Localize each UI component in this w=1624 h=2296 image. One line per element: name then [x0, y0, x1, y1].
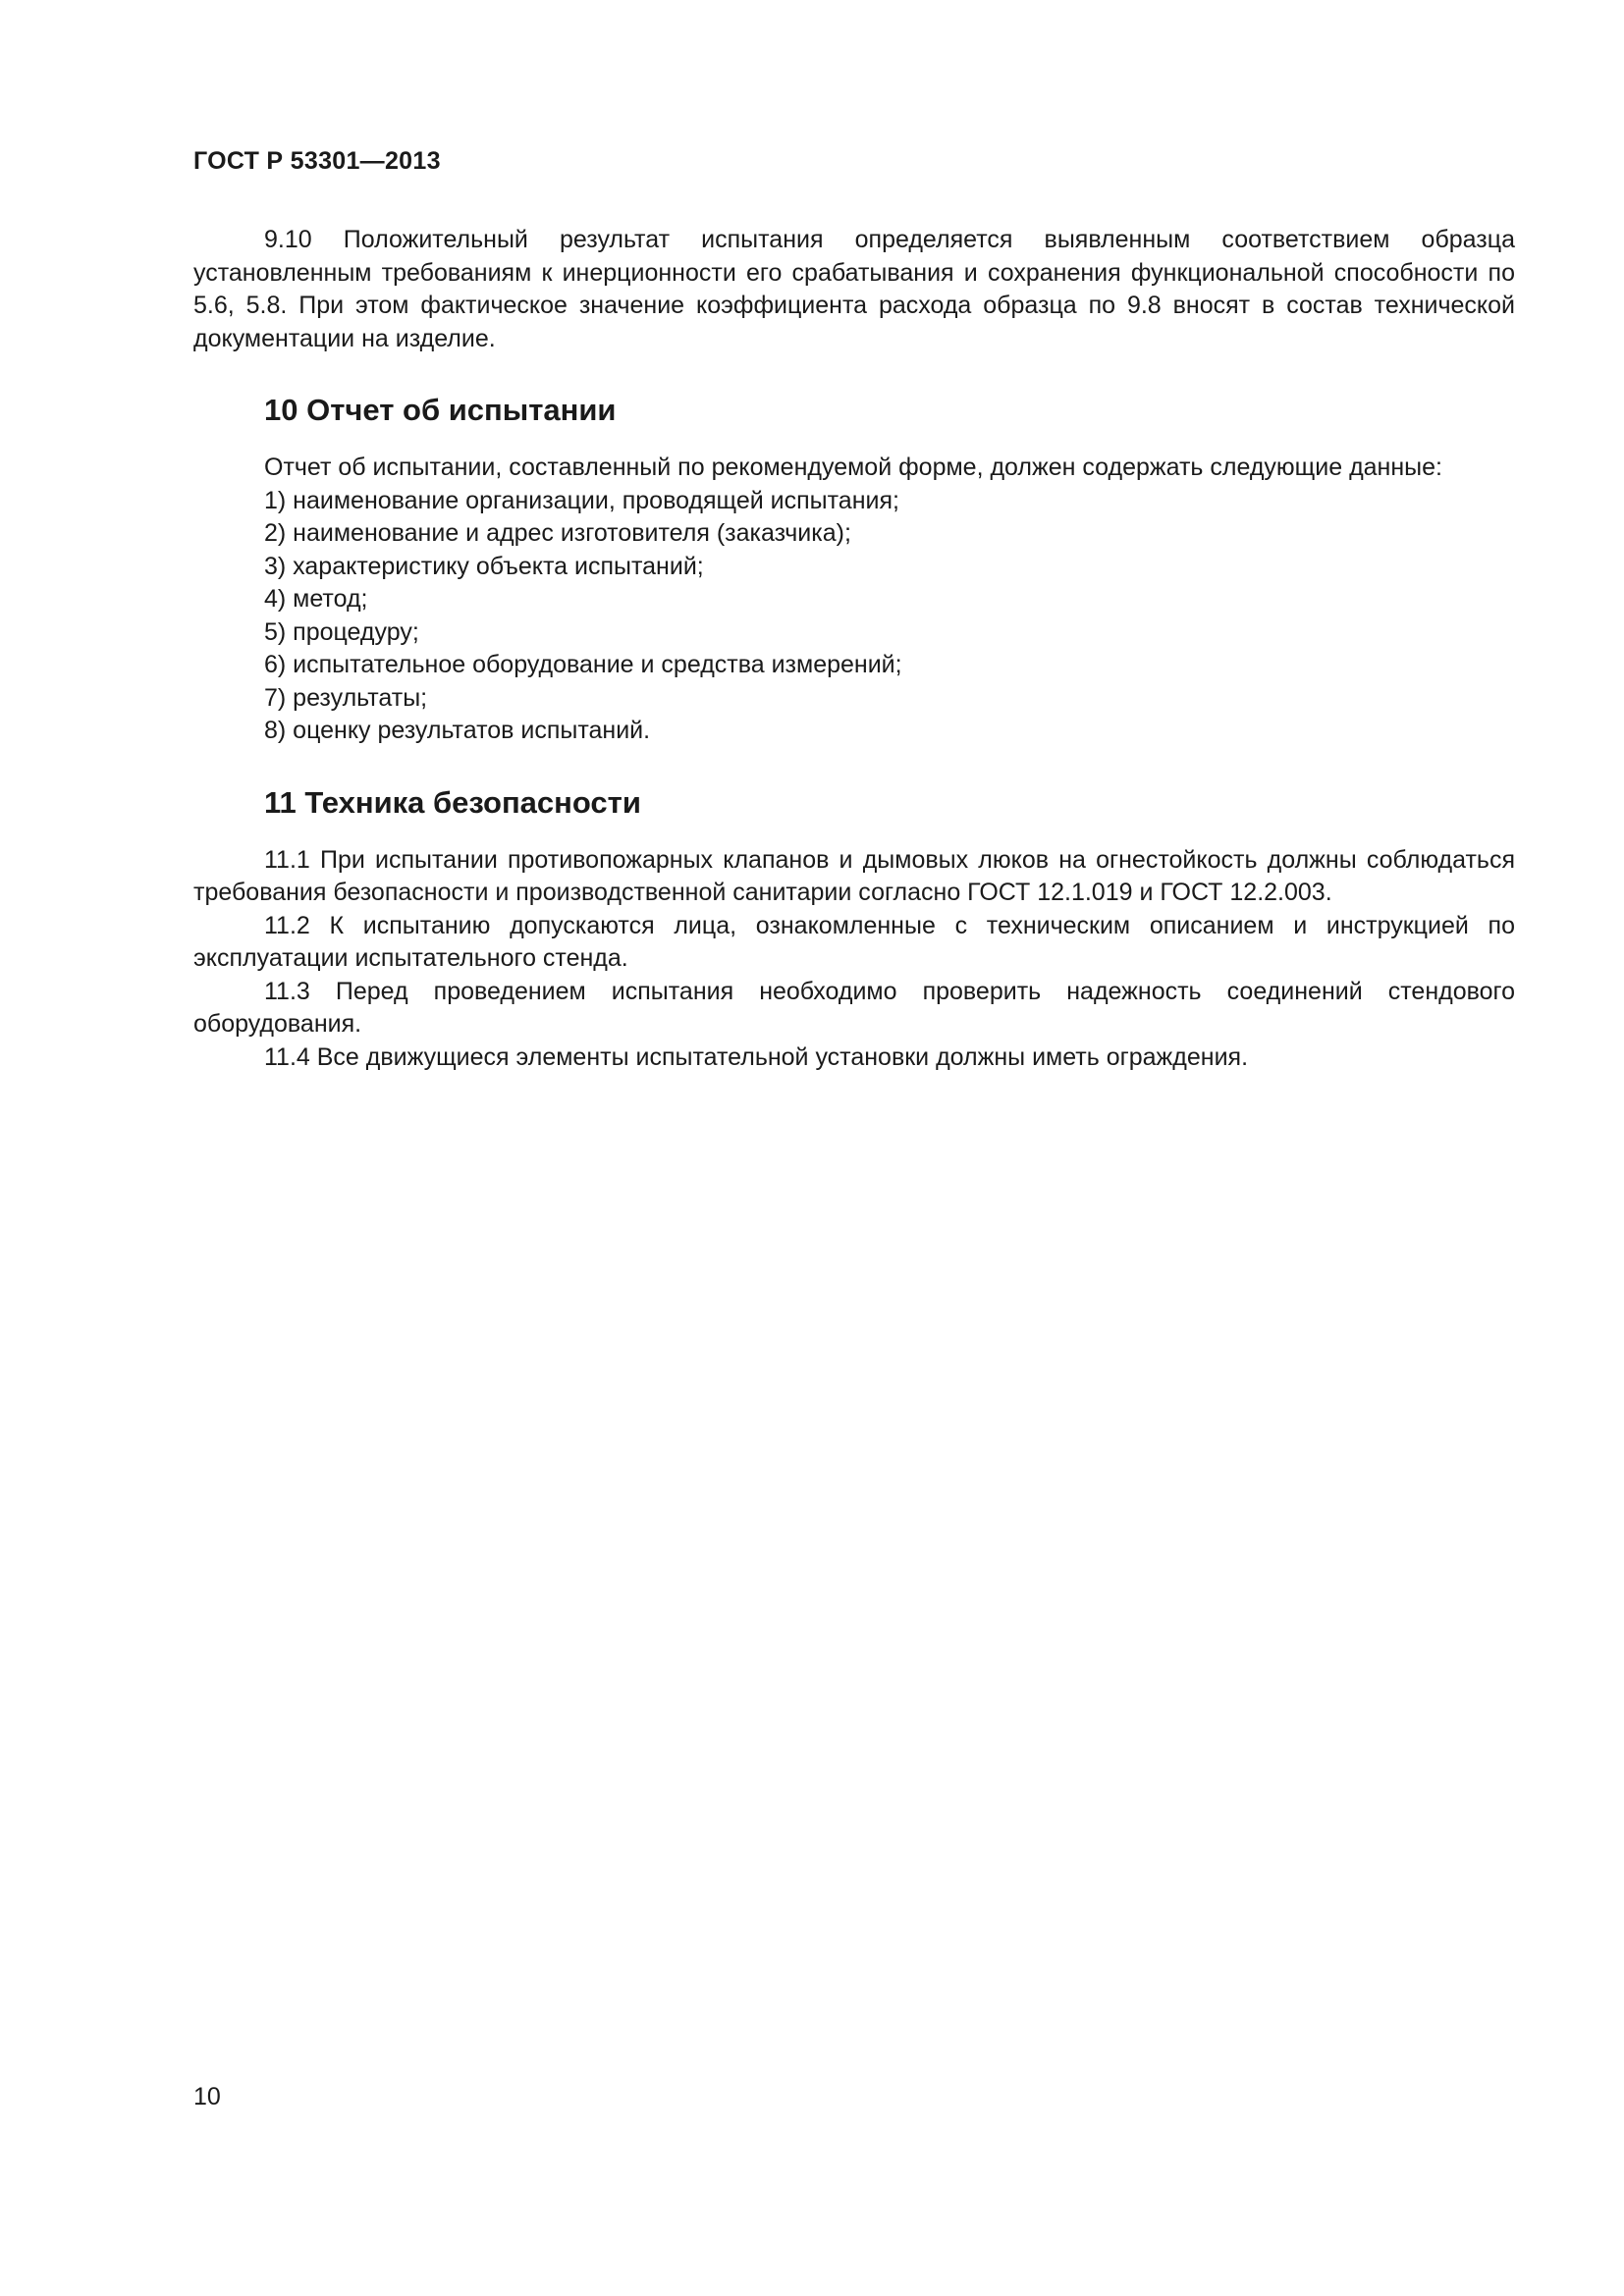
paragraph-11-3: 11.3 Перед проведением испытания необходимо проверить надежность соединений стендового оборудования.	[193, 977, 1515, 1038]
running-header-doc-code: ГОСТ Р 53301—2013	[193, 147, 441, 175]
list-item: 1) наименование организации, проводящей испытания;	[264, 486, 899, 514]
section-10-title: 10 Отчет об испытании	[264, 393, 617, 427]
list-item: 6) испытательное оборудование и средства измерений;	[264, 651, 902, 678]
report-contents-list	[193, 485, 1515, 748]
list-item: 4) метод;	[264, 585, 368, 613]
section-10-intro: Отчет об испытании, составленный по рекомендуемой форме, должен содержать следующие данные:	[264, 454, 1442, 481]
list-item: 3) характеристику объекта испытаний;	[264, 552, 704, 580]
paragraph-9-10: 9.10 Положительный результат испытания определяется выявленным соответствием образца установленным требованиям к инерционности его срабатывания и сохранения функциональной способности по 5.6, 5.8. При этом фактическое значение коэффициента расхода образца по 9.8 вносят в состав технической документации на изделие.	[193, 226, 1515, 352]
list-item: 5) процедуру;	[264, 617, 419, 646]
page-content	[193, 224, 1515, 1074]
paragraph-11-1: 11.1 При испытании противопожарных клапанов и дымовых люков на огнестойкость должны соблюдаться требования безопасности и производственной санитарии согласно ГОСТ 12.1.019 и ГОСТ 12.2.003.	[193, 845, 1515, 906]
list-item: 2) наименование и адрес изготовителя (заказчика);	[264, 519, 851, 547]
list-item: 7) результаты;	[264, 683, 428, 712]
page-number: 10	[193, 2083, 221, 2110]
paragraph-11-4: 11.4 Все движущиеся элементы испытательной установки должны иметь ограждения.	[264, 1042, 1249, 1071]
paragraph-11-2: 11.2 К испытанию допускаются лица, ознакомленные с техническим описанием и инструкцией по эксплуатации испытательного стенда.	[193, 911, 1515, 972]
section-11-title: 11 Техника безопасности	[264, 784, 641, 820]
list-item: 8) оценку результатов испытаний.	[264, 717, 651, 744]
